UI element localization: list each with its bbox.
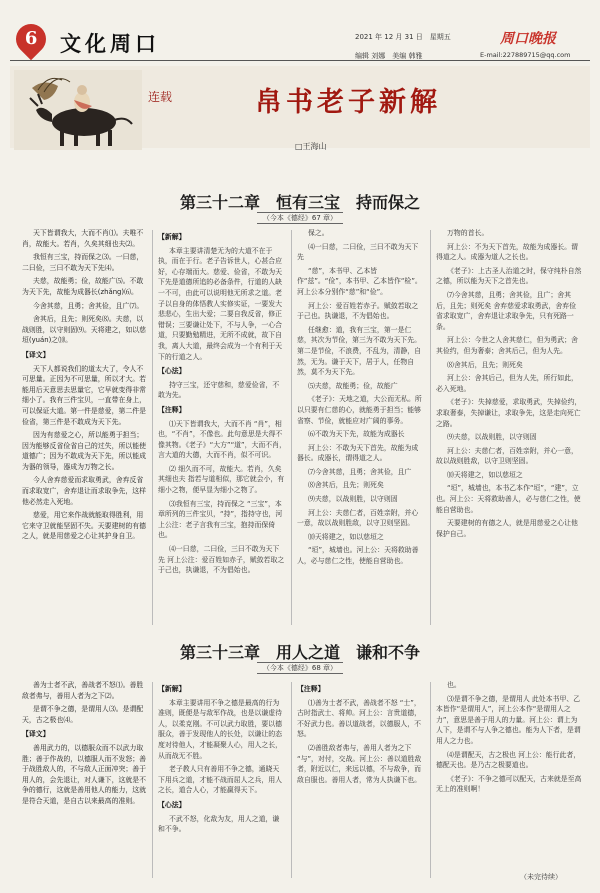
- note-paragraph: 万物的首长。: [447, 229, 489, 237]
- note-paragraph: 《老子》：不争之德可以配天，古来就是至高无上的准则啊！: [436, 774, 582, 794]
- chapter-33-column-4: [436, 680, 582, 870]
- note-paragraph: ⑺今舍其慈，且勇；舍其俭，且广；舍其后，且先；则死矣 舍弃慈爱求取勇武，舍弃俭省求取宽广，舍弃退让求取争先，只有死路一条。: [436, 290, 577, 331]
- chapter-33-column-1: [22, 680, 148, 880]
- serial-title: 帛书老子新解: [255, 87, 441, 118]
- notes-heading: 【注释】: [297, 685, 325, 693]
- chapter-33-title: 第三十三章 用人之道 谦和不争: [179, 643, 420, 662]
- chapter-32-column-1: [22, 228, 148, 628]
- translation-paragraph: 慈爱，用它来作战就能取得胜利，用它来守卫就能坚固不失。天要建树的有德之人，就是用慈爱之心让其护身自卫。: [22, 511, 147, 541]
- note-paragraph: ⑴善为士者不武，善战者不怒 “士”，古时指武士、将帅。河上公：言贵道德，不好武力也。善以道战者，以德服人，不怒。: [297, 698, 422, 739]
- translation-paragraph: 因为有慈爱之心，所以能勇于担当；因为能够反省俭省自己的过失，所以能使道德广；因为不敢成为天下先，所以能成为器的领导，器成为万物之长。: [22, 431, 147, 471]
- mind-method-heading: 【心法】: [158, 367, 186, 376]
- note-paragraph: ⑺今舍其慈，且勇；舍其俭，且广: [308, 467, 412, 476]
- verse-paragraph: 我恒有三宝，持而保之⑶。一曰慈，二曰俭，三曰不敢为天下先⑷。: [22, 253, 144, 272]
- note-paragraph: 《老子》：天地之道，大公而无私。所以只要有仁慈的心，就能勇于担当；能够省察、节俭，就能应对广阔的事务。: [297, 395, 422, 425]
- chapter-32-column-4: [436, 228, 582, 628]
- note-paragraph: 河上公：今世之人舍其慈仁，但为勇武；舍其俭约，但为奢泰；舍其后己，但为人先。: [436, 336, 578, 355]
- translation-heading: 【译文】: [22, 730, 50, 739]
- serial-label: 连载: [148, 90, 173, 104]
- editor-credit: 编辑 刘娜 美编 韩雅: [355, 52, 423, 60]
- page-number-badge: 6: [10, 18, 52, 60]
- translation-paragraph: 天下人都说我们的道太大了，令人不可思量。正因为不可思量，所以才大。若能用后天意思去思量它，它早就变得非常细小了。我有三件宝贝，一直带在身上，可以保证大道。第一件是慈爱，第二件是俭省，第三件是不敢成为天下先。: [22, 364, 147, 426]
- note-paragraph: ⑴天下皆谓我大，大而不肖 “肖”，相也，“不肖”，不像也。此句意思是大得不像其物。《老子》“大方”“道”，大而不肖，言大道的大德，大而不肖，似不可识。: [158, 419, 286, 460]
- note-paragraph: ⑼夫慈，以战则胜，以守则固: [447, 433, 537, 442]
- column-divider: [152, 682, 153, 878]
- commentary-heading: 【新解】: [158, 233, 186, 241]
- note-paragraph: ⑷一曰慈，二曰俭，三曰不敢为天下先: [297, 242, 419, 262]
- chapter-33-column-3: [297, 680, 425, 880]
- translation-paragraph: 善用武力的，以德服众而不以武力取胜；善于作战的，以德服人而不发怒；善于战胜敌人的，不与敌人正面冲突；善于用人的，会先退让，对人谦下，这就是不争的德行，这就是善用他人的能力，这就是符合天道，是自古以来最高的准则。: [22, 743, 147, 805]
- note-paragraph: ⑵善胜敌者弗与，善用人者为之下 “与”，对付，交战。河上公：善以道胜敌者，附近以仁，来远以德，不与敌争，而敌自服也。善用人者，常为人执谦下也。: [297, 743, 422, 784]
- note-paragraph: 河上公：夫慈仁者，百姓亲附，并心一意，故以战则胜敌，以守卫则坚固。: [297, 508, 419, 528]
- note-paragraph: 《老子》：上古圣人治道之时，保守纯朴自然之德，所以能为天下之首先也。: [436, 266, 582, 286]
- note-paragraph: ⑻舍其后，且先；则死矣: [447, 360, 523, 369]
- note-paragraph: ⑵ 细久而不可，故能大。若肖，久矣其细也夫 指若与道相似，那它就会小，有细小之物，便早显为细小之物了。: [158, 464, 285, 495]
- note-paragraph: ⑸夫慈，故能勇；俭，故能广: [308, 381, 398, 390]
- note-paragraph: 河上公：夫慈仁者，百姓亲附，并心一意，故以战则胜敌，以守卫则坚固。: [436, 446, 578, 466]
- chapter-32-subtitle: （今本《德经》67 章）: [0, 212, 600, 224]
- chapter-33-subtitle: （今本《德经》68 章）: [0, 662, 600, 674]
- mind-method-paragraph: 不武不怒，化敌为友，用人之道，谦和不争。: [158, 814, 280, 834]
- note-paragraph: ⑹不敢为天下先，故能为成器长: [308, 430, 405, 439]
- note-paragraph: ⑼夫慈，以战则胜，以守则固: [308, 495, 398, 504]
- column-divider: [291, 230, 292, 625]
- note-paragraph: ⑽天将建之，如以慈垣之: [308, 532, 384, 541]
- commentary-heading: 【新解】: [158, 685, 186, 693]
- brand-logo: 周口晚报: [500, 31, 556, 47]
- verse-paragraph: 今舍其慈，且勇；舍其俭，且广⑺。: [33, 301, 144, 310]
- note-paragraph: 河上公：不敢为天下首先，故能为成器长。成器长，谓得道之人。: [297, 443, 419, 463]
- note-paragraph: 保之。: [308, 229, 329, 237]
- chapter-32-column-3: [297, 228, 425, 628]
- author-byline: □王海山: [295, 142, 327, 151]
- note-paragraph: “垣”，城墙也。河上公：天将救助善人，必与慈仁之性，使能自营助也。: [297, 546, 419, 566]
- contact-email: E-mail:227889715@qq.com: [480, 51, 571, 59]
- verse-paragraph: 天下皆谓我大，大而不肖⑴。夫唯不肖，故能大。若肖，久矣其细也夫⑵。: [22, 229, 144, 248]
- mind-method-paragraph: 持守三宝，还守慈和，慈爱俭省，不敢为先。: [158, 380, 280, 400]
- note-paragraph: ⑶是谓不争之德，是谓用人 此处本书甲、乙本皆作“是谓用人”，河上公本作“是谓用人之力”，意思是善于用人的力量。河上公：谓上为人下，是谓不与人争之德也。能为人下者，是谓用人之力也。: [436, 694, 581, 745]
- translation-paragraph: 今人舍弃慈爱而求取勇武，舍弃反省而求取宽广，舍弃退让而求取争先，这样他必然走入死地。: [22, 476, 147, 506]
- note-paragraph: ⑶我恒有三宝，持而保之 “三宝”，本章所列的三件宝贝，“持”，指持守也，河上公注：老子言我有三宝，抱持而保倚也。: [158, 499, 283, 540]
- note-paragraph: “垣”，城墙也，本书乙本作“垣”，“建”，立也。河上公：天将救助善人，必与慈仁之性，使能自营助也。: [436, 484, 581, 514]
- translation-heading: 【译文】: [22, 350, 50, 359]
- column-divider: [430, 682, 431, 878]
- chapter-32-column-2: [158, 228, 286, 628]
- note-paragraph: 天要建树的有德之人，就是用慈爱之心让他保护自己。: [436, 519, 578, 538]
- commentary-paragraph: 老子教人只有善用不争之德，通晓天下用兵之道，才能不战而屈人之兵，用人之长，道合人心，才能赢得天下。: [158, 765, 283, 795]
- note-paragraph: 任继愈：道，我有三宝，第一是仁慈，其次为节俭，第三为不敢为天下先。第二是节俭，不浪费，不乱为，清静，自然，无为。谦于天下，居于人，任物自然，莫不为天下先。: [297, 325, 422, 377]
- ox-rider-illustration: [14, 70, 142, 150]
- verse-paragraph: 夫慈，故能勇；俭，故能广⑸。不敢为天下先，故能为成器长(zhǎng)⑹。: [22, 277, 144, 296]
- chapter-33-column-2: [158, 680, 286, 880]
- notes-heading: 【注释】: [158, 405, 186, 414]
- column-divider: [152, 230, 153, 625]
- note-paragraph: ⑷是谓配天，古之极也 河上公：能行此者，德配天也。是乃古之极要道也。: [436, 750, 581, 770]
- issue-date: 2021 年 12 月 31 日 星期五: [355, 33, 451, 41]
- section-title: 文化周口: [60, 31, 160, 56]
- note-paragraph: 河上公：不为天下首先，故能为成器长。谓得道之人。成器为道人之长也。: [436, 242, 578, 262]
- note-paragraph: ⑷一曰慈，二曰俭，三曰不敢为天下先 河上公注：爱百姓如赤子，赋敛若取之于己也，执谦退，不为倡始也。: [158, 545, 285, 575]
- note-paragraph: ⑽天将建之，如以慈垣之: [447, 470, 523, 479]
- verse-paragraph: 是谓不争之德，是谓用人⑶。是谓配天，古之极也⑷。: [22, 705, 144, 724]
- chapter-32-title: 第三十二章 恒有三宝 持而保之: [179, 193, 420, 212]
- note-paragraph: “慈”，本书甲、乙本皆作“兹”。“俭”，本书甲、乙本皆作“检”。河上公本分别作“慈”和“俭”。: [297, 266, 422, 296]
- note-paragraph: 也。: [447, 681, 461, 689]
- note-paragraph: ⑻舍其后，且先；则死矣: [308, 481, 384, 490]
- note-paragraph: 河上公：爱百姓若赤子。赋敛若取之于己也。执谦退，不为倡始也。: [297, 301, 419, 321]
- commentary-paragraph: 本章主要讲用不争之德是最高的行为准则，既便是与敌军作战，也是以谦虚待人，以柔克刚。不可以武力取胜，要以德服众，善于发现他人的长处，以谦让的态度对待他人，才能凝聚人心，用人之长，从而战无不胜。: [158, 698, 283, 760]
- verse-paragraph: 善为士者不武，善战者不怒⑴。善胜敌者弗与，善用人者为之下⑵。: [22, 681, 144, 700]
- mind-method-heading: 【心法】: [158, 800, 186, 809]
- masthead-divider: [10, 60, 590, 61]
- column-divider: [430, 230, 431, 625]
- verse-paragraph: 舍其后，且先；则死矣⑻。夫慈，以战则胜，以守则固⑼。天将建之，如以慈垣(yuán)之⑽。: [22, 315, 147, 345]
- masthead: [10, 6, 590, 68]
- to-be-continued: （未完待续）: [520, 873, 562, 881]
- column-divider: [291, 682, 292, 878]
- commentary-paragraph: 本章主要讲清楚无为的大道不在于执，而在于行。老子告诉世人，心甚合应好，心存端而大。慈爱、俭省，不敢为天下先是道德所追的必备条件，行道的人缺一不可，由此可以说明他无所求之道。老子以自身的体悟教人实修实证，一要发大悲悲心，生出大爱；二要自我反省，修正错误；三要谦让处下，不与人争，一心合道，只要勤勉精进，无所不成就，故下自我，离人大道，最终会成为一个有利于天下的行道之人。: [158, 246, 283, 361]
- note-paragraph: 河上公：舍其后己，但为人先，所行如此，必入死地。: [436, 374, 578, 393]
- note-paragraph: 《老子》：失掉慈爱，求取勇武，失掉俭约，求取奢泰，失掉谦让，求取争先，这是走向死亡之路。: [436, 398, 582, 428]
